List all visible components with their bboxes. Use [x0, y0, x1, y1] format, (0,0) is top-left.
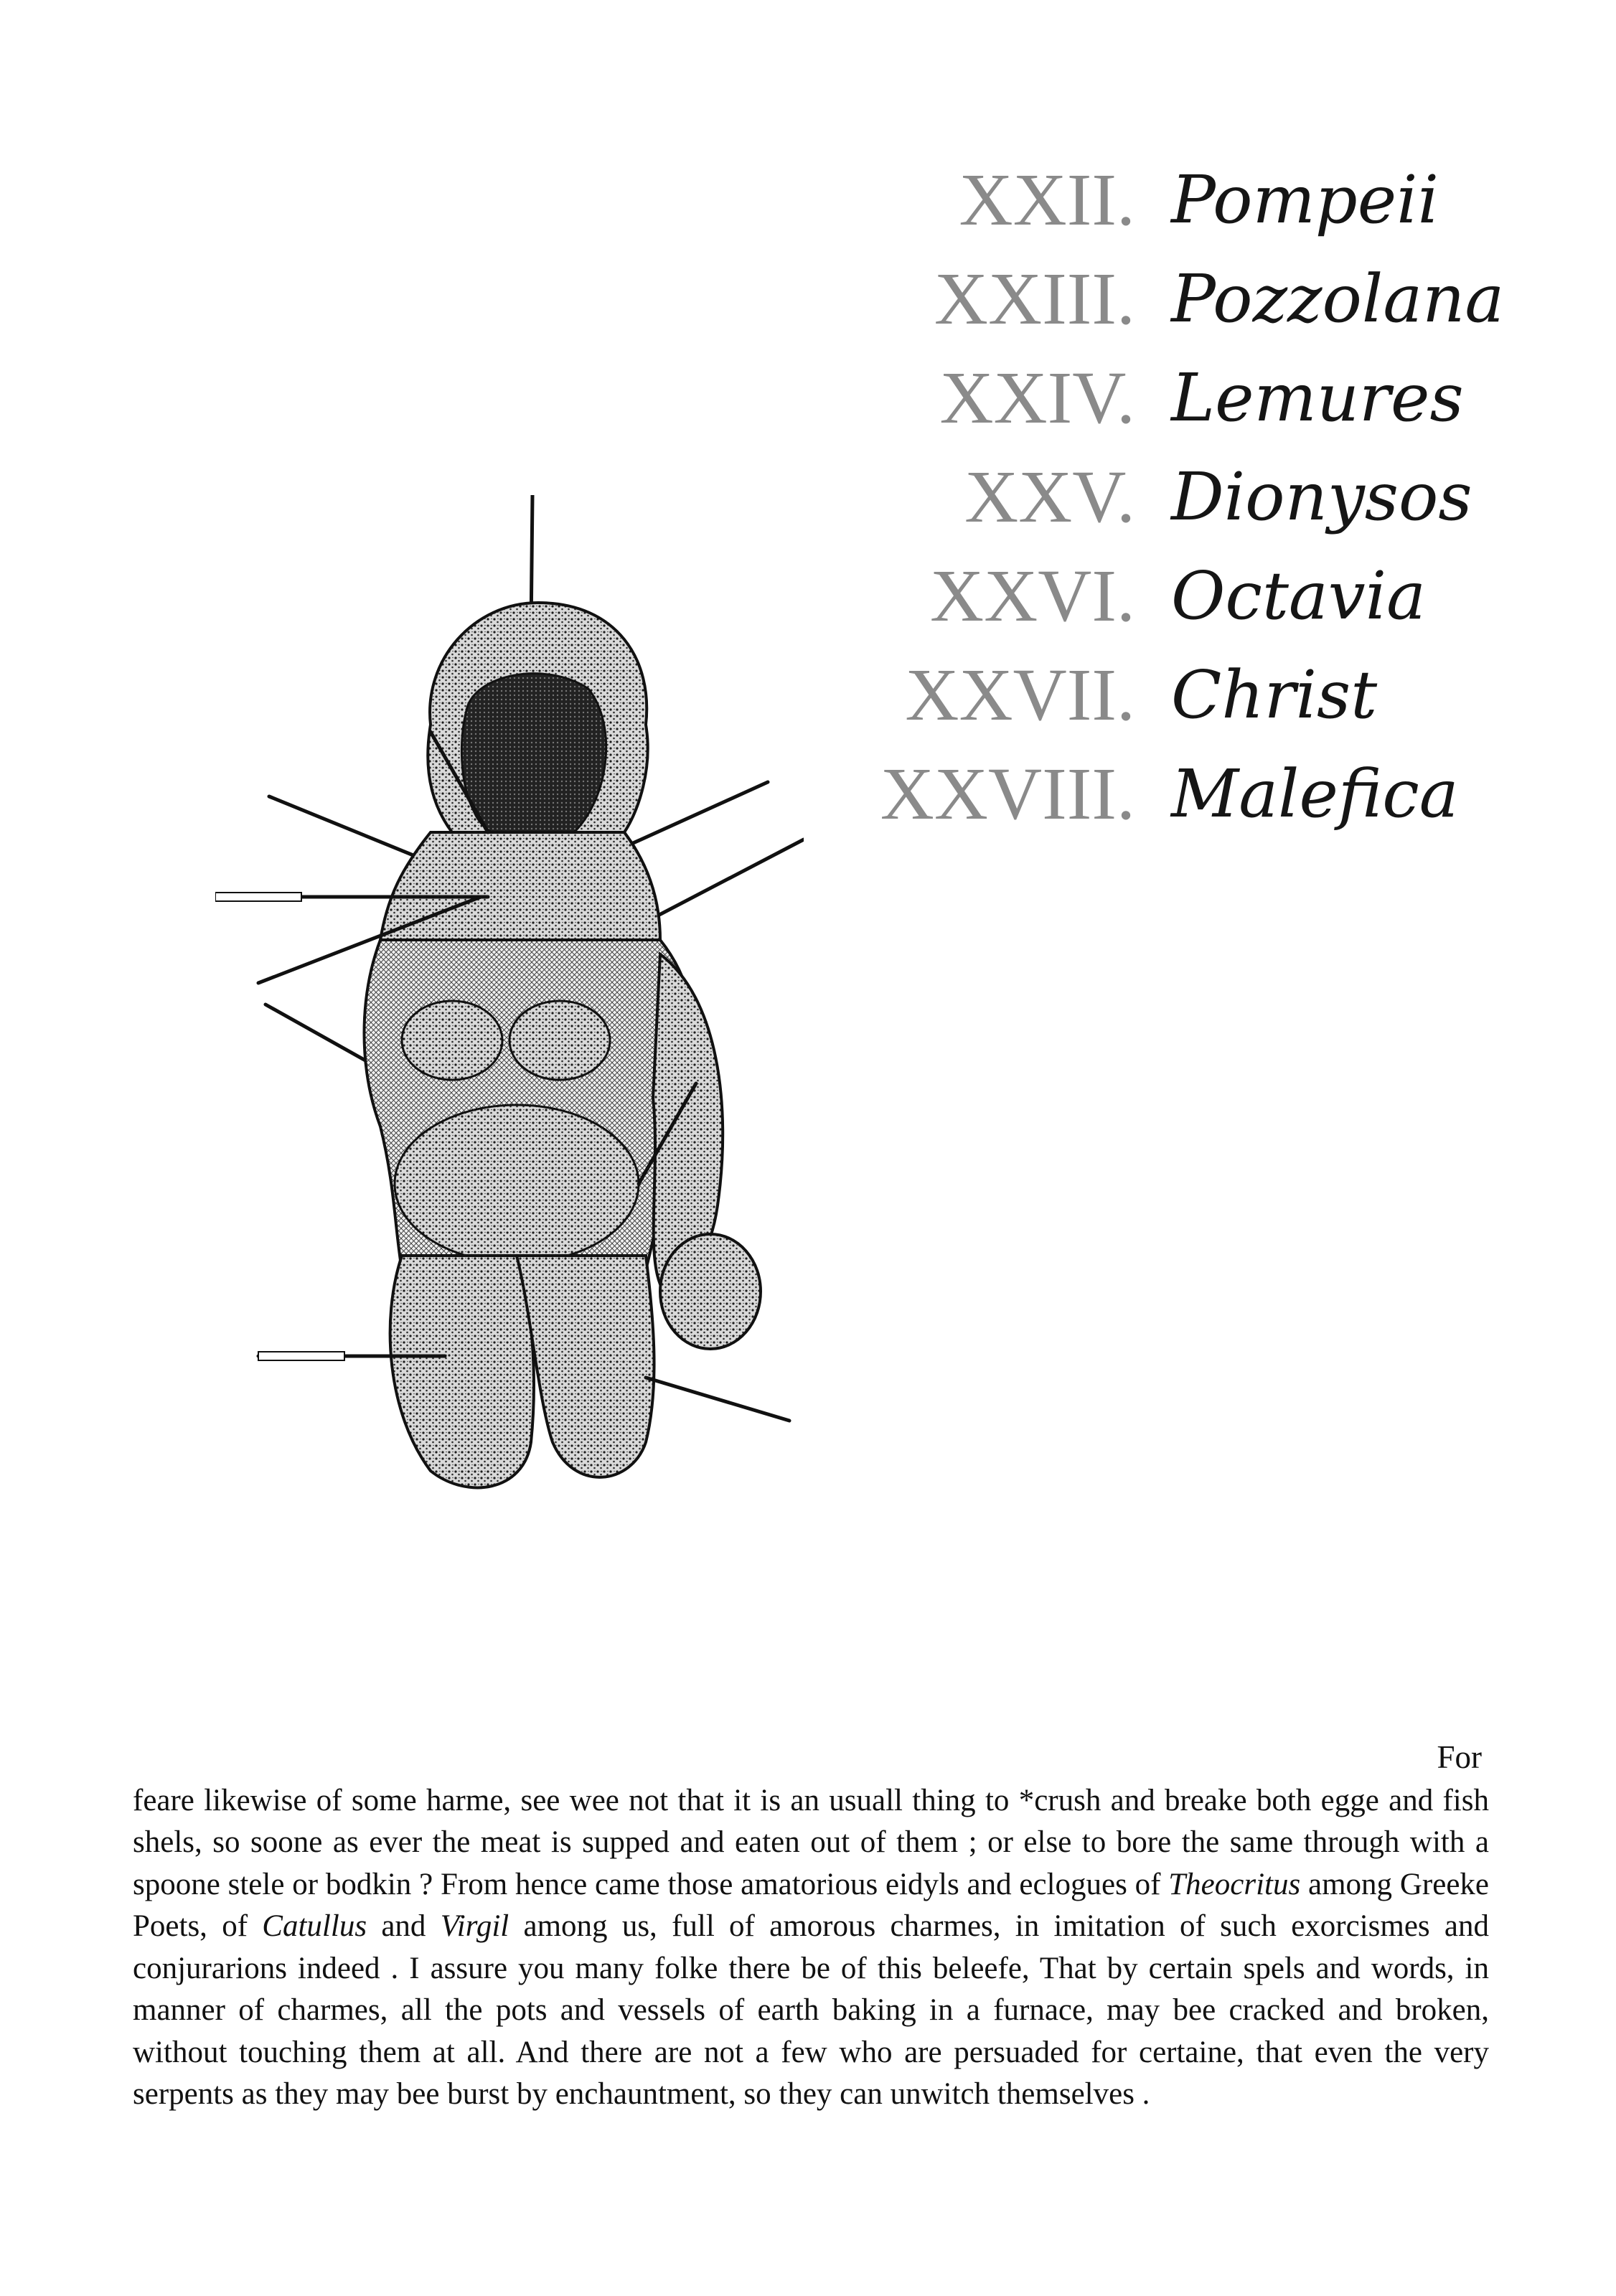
toc-number: XXIV.: [939, 357, 1135, 439]
author-name: Virgil: [440, 1909, 509, 1943]
toc-entry: [825, 646, 1514, 745]
author-name: Catullus: [262, 1909, 367, 1943]
table-of-contents: [825, 151, 1514, 844]
effigy-figure: [215, 495, 804, 1500]
toc-title: Dionysos: [1171, 458, 1472, 535]
toc-entry: [825, 547, 1514, 646]
toc-number: XXV.: [964, 456, 1135, 538]
toc-entry: [825, 250, 1514, 349]
author-name: Theocritus: [1168, 1867, 1301, 1901]
toc-number: XXVIII.: [880, 753, 1135, 835]
toc-title: Christ: [1171, 657, 1378, 733]
passage-lead-word: For: [1437, 1739, 1482, 1775]
toc-title: Pozzolana: [1171, 260, 1505, 337]
passage-text: among Greeke Poets, of: [133, 1867, 1489, 1943]
toc-title: Malefica: [1171, 756, 1459, 832]
passage: [133, 1736, 1489, 2116]
toc-entry: [825, 448, 1514, 547]
toc-entry: [825, 745, 1514, 844]
toc-title: Pompeii: [1171, 161, 1439, 238]
passage-text: and: [367, 1909, 441, 1943]
toc-entry: [825, 151, 1514, 250]
toc-number: XXIII.: [934, 258, 1135, 340]
toc-number: XXII.: [959, 159, 1135, 241]
effigy-pins-illustration-icon: [215, 495, 804, 1500]
passage-body: [133, 1780, 1489, 2116]
toc-entry: [825, 349, 1514, 448]
toc-title: Octavia: [1171, 557, 1427, 634]
passage-text: among us, full of amorous charmes, in imitation of such exorcismes and conjurarions indeed . I assure you many folke there be of this beleefe, That by certain spels and words, in manner of charmes, all the pots and vessels of earth baking in a furnace, may bee cracked and broken, without touching them at all. And there are not a few who are persuaded for certaine, that even the very serpents as they may bee burst by enchauntment, so they can unwitch themselves .: [133, 1909, 1489, 2111]
toc-title: Lemures: [1171, 359, 1464, 436]
toc-number: XXVI.: [930, 555, 1135, 637]
passage-text: feare likewise of some harme, see wee not that it is an usuall thing to *crush and breake both egge and fish shels, so soone as ever the meat is supped and eaten out of them ; or else to bore the same through with a spoone stele or bodkin ? From hence came those amatorious eidyls and eclogues of: [133, 1783, 1489, 1901]
toc-number: XXVII.: [905, 654, 1135, 736]
